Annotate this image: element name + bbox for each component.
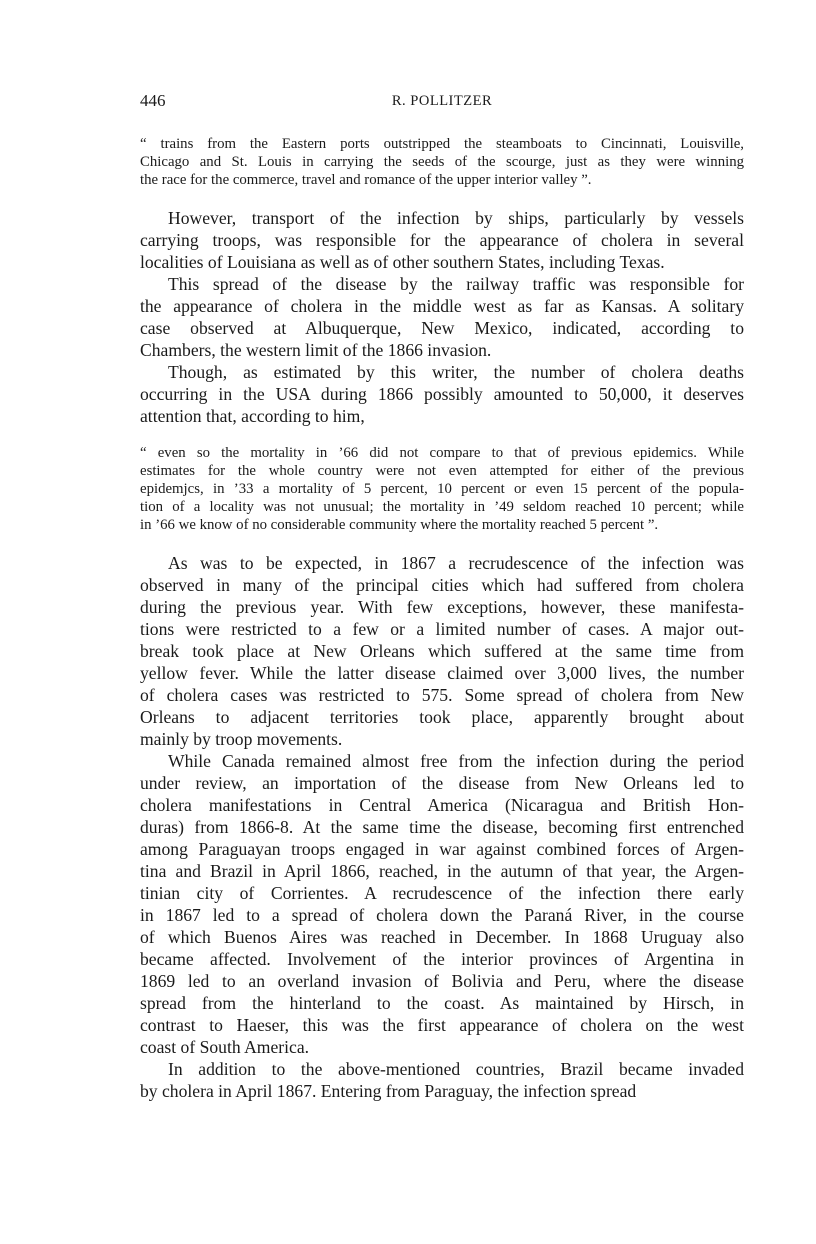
text-line: As was to be expected, in 1867 a recrudescence of the infection was	[168, 553, 744, 573]
text-line: In addition to the above-mentioned countries, Brazil became invaded	[168, 1059, 744, 1079]
text-line: tions were restricted to a few or a limited number of cases. A major out-	[140, 619, 744, 639]
text-line: Chicago and St. Louis in carrying the seeds of the scourge, just as they were winning	[140, 154, 744, 170]
text-line: the race for the commerce, travel and romance of the upper interior valley ”.	[140, 172, 592, 188]
text-line: While Canada remained almost free from the infection during the period	[168, 751, 744, 771]
text-line: mainly by troop movements.	[140, 729, 343, 749]
text-line: Orleans to adjacent territories took place, apparently brought about	[140, 707, 744, 727]
text-line: of which Buenos Aires was reached in December. In 1868 Uruguay also	[140, 927, 744, 947]
text-line: during the previous year. With few exceptions, however, these manifesta-	[140, 597, 744, 617]
text-line: occurring in the USA during 1866 possibly amounted to 50,000, it deserves	[140, 384, 744, 404]
text-line: tina and Brazil in April 1866, reached, in the autumn of that year, the Argen-	[140, 861, 744, 881]
text-line: estimates for the whole country were not even attempted for either of the previous	[140, 463, 744, 479]
text-line: tinian city of Corrientes. A recrudescence of the infection there early	[140, 883, 744, 903]
text-line: 1869 led to an overland invasion of Bolivia and Peru, where the disease	[140, 971, 744, 991]
paragraph	[140, 207, 744, 273]
text-line: spread from the hinterland to the coast. As maintained by Hirsch, in	[140, 993, 744, 1013]
text-line: contrast to Haeser, this was the first appearance of cholera on the west	[140, 1015, 744, 1035]
block-quote	[140, 135, 744, 189]
text-line: in ’66 we know of no considerable community where the mortality reached 5 percent ”.	[140, 517, 659, 533]
text-line: the appearance of cholera in the middle west as far as Kansas. A solitary	[140, 296, 744, 316]
text-line: epidemjcs, in ’33 a mortality of 5 percent, 10 percent or even 15 percent of the popula-	[140, 481, 744, 497]
text-line: by cholera in April 1867. Entering from Paraguay, the infection spread	[140, 1081, 637, 1101]
text-line: “ trains from the Eastern ports outstripped the steamboats to Cincinnati, Louisville,	[140, 136, 744, 152]
quote-block-2	[140, 444, 744, 534]
text-line: yellow fever. While the latter disease claimed over 3,000 lives, the number	[140, 663, 744, 683]
text-line: tion of a locality was not unusual; the mortality in ’49 seldom reached 10 percent; while	[140, 499, 744, 515]
page-header	[140, 91, 744, 111]
text-line: “ even so the mortality in ’66 did not compare to that of previous epidemics. While	[140, 445, 744, 461]
text-line: in 1867 led to a spread of cholera down the Paraná River, in the course	[140, 905, 744, 925]
text-line: break took place at New Orleans which suffered at the same time from	[140, 641, 744, 661]
text-line: duras) from 1866-8. At the same time the disease, becoming first entrenched	[140, 817, 744, 837]
text-line: became affected. Involvement of the interior provinces of Argentina in	[140, 949, 744, 969]
text-line: However, transport of the infection by ships, particularly by vessels	[168, 208, 744, 228]
text-line: Though, as estimated by this writer, the number of cholera deaths	[168, 362, 744, 382]
text-line: cholera manifestations in Central America (Nicaragua and British Hon-	[140, 795, 744, 815]
paragraph	[140, 1058, 744, 1102]
text-line: of cholera cases was restricted to 575. Some spread of cholera from New	[140, 685, 744, 705]
text-line: under review, an importation of the disease from New Orleans led to	[140, 773, 744, 793]
text-line: localities of Louisiana as well as of other southern States, including Texas.	[140, 252, 665, 272]
text-line: coast of South America.	[140, 1037, 310, 1057]
page-number: 446	[140, 91, 166, 110]
text-line: among Paraguayan troops engaged in war against combined forces of Argen-	[140, 839, 744, 859]
paragraph	[140, 273, 744, 361]
text-line: attention that, according to him,	[140, 406, 365, 426]
text-line: carrying troops, was responsible for the appearance of cholera in several	[140, 230, 744, 250]
text-line: observed in many of the principal cities which had suffered from cholera	[140, 575, 744, 595]
text-line: This spread of the disease by the railway traffic was responsible for	[168, 274, 744, 294]
text-line: case observed at Albuquerque, New Mexico, indicated, according to	[140, 318, 744, 338]
paragraph	[140, 361, 744, 427]
body-block-2	[140, 552, 744, 1102]
block-quote	[140, 444, 744, 534]
paragraph	[140, 552, 744, 750]
paragraph	[140, 750, 744, 1058]
text-line: Chambers, the western limit of the 1866 invasion.	[140, 340, 492, 360]
body-block-1	[140, 207, 744, 427]
quote-block-1	[140, 135, 744, 189]
running-head: R. POLLITZER	[391, 93, 493, 109]
